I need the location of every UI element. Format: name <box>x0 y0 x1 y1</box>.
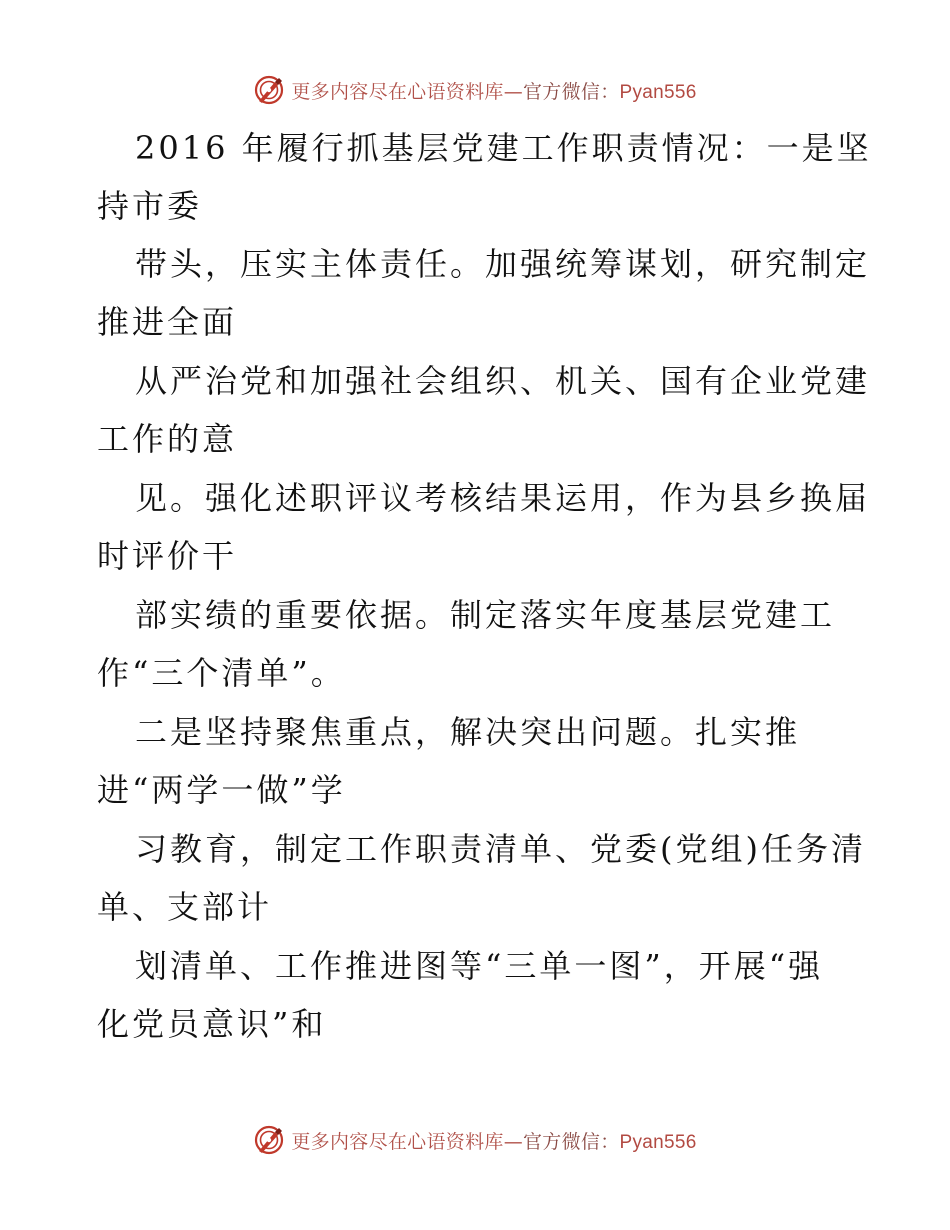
header-dash: — <box>503 80 523 103</box>
text-line: 推进全面 <box>97 303 238 341</box>
text-line: 作“三个清单”。 <box>97 654 346 692</box>
footer-banner <box>0 1122 950 1158</box>
header-wechat-label: 官方微信： <box>523 80 620 103</box>
text-line: 时评价干 <box>97 537 238 575</box>
text-line: 见。强化述职评议考核结果运用，作为县乡换届 <box>135 479 871 517</box>
text-line: 二是坚持聚焦重点，解决突出问题。扎实推 <box>135 713 801 751</box>
text-line: 进“两学一做”学 <box>97 771 346 809</box>
footer-wechat-id: Pyan556 <box>619 1131 697 1153</box>
text-line: 部实绩的重要依据。制定落实年度基层党建工 <box>135 596 836 634</box>
text-line: 划清单、工作推进图等“三单一图”，开展“强 <box>135 947 824 985</box>
footer-site-text: 更多内容尽在心语资料库 <box>291 1130 504 1153</box>
text-line: 单、支部计 <box>97 888 273 926</box>
text-line: 持市委 <box>97 187 203 225</box>
text-line: 习教育，制定工作职责清单、党委(党组)任务清 <box>135 830 866 868</box>
footer-wechat-label: 官方微信： <box>523 1130 620 1153</box>
text-line: 带头，压实主体责任。加强统筹谋划，研究制定 <box>135 245 871 283</box>
text-line: 从严治党和加强社会组织、机关、国有企业党建 <box>135 362 871 400</box>
pen-logo-icon <box>253 1124 285 1156</box>
footer-dash: — <box>503 1130 523 1153</box>
text-line: 工作的意 <box>97 420 238 458</box>
header-site-text: 更多内容尽在心语资料库 <box>291 80 504 103</box>
text-line: 化党员意识”和 <box>97 1005 327 1043</box>
header-wechat-id: Pyan556 <box>619 81 697 103</box>
text-line: 2016 年履行抓基层党建工作职责情况：一是坚 <box>135 129 872 167</box>
footer-banner-text <box>291 1127 696 1154</box>
